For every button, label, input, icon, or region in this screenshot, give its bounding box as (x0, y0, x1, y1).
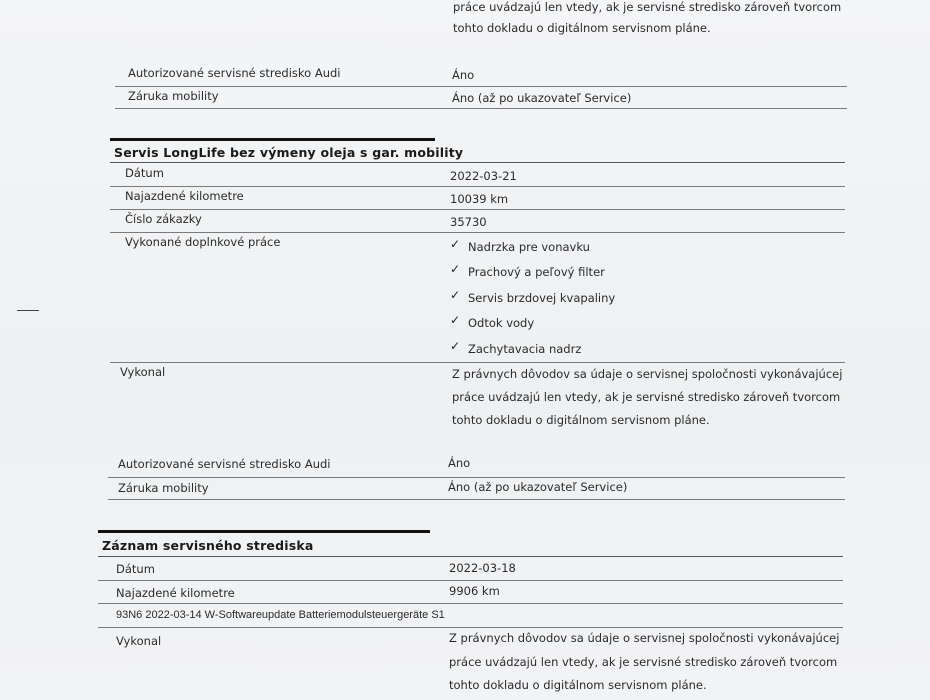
divider (110, 209, 845, 210)
row-value: 2022-03-21 (450, 169, 517, 183)
performed-label: Vykonal (120, 365, 166, 379)
row-label: Záruka mobility (128, 89, 219, 103)
row-label: Číslo zákazky (125, 212, 202, 226)
divider (108, 477, 845, 478)
checkmark-icon: ✓ (450, 339, 461, 353)
divider (110, 362, 845, 363)
row-label: Autorizované servisné stredisko Audi (118, 457, 331, 471)
section-rule (110, 138, 435, 141)
divider (115, 108, 847, 109)
checkmark-icon: ✓ (450, 237, 461, 251)
row-label: Autorizované servisné stredisko Audi (128, 66, 341, 80)
list-item: Servis brzdovej kvapaliny (468, 291, 616, 305)
note-line: práce uvádzajú len vtedy, ak je servisné stredisko zároveň tvorcom (452, 390, 841, 404)
row-label: Najazdené kilometre (116, 586, 235, 600)
note-line: práce uvádzajú len vtedy, ak je servisné stredisko zároveň tvorcom (453, 0, 842, 14)
divider (98, 580, 843, 581)
divider (98, 556, 843, 557)
divider (110, 186, 845, 187)
note-line: Z právnych dôvodov sa údaje o servisnej spoločnosti vykonávajúcej (452, 367, 843, 381)
divider (108, 499, 845, 500)
divider (98, 627, 843, 628)
section-title: Záznam servisného strediska (102, 538, 314, 553)
row-value: Áno (až po ukazovateľ Service) (452, 91, 632, 105)
row-value: Áno (448, 456, 471, 470)
performed-label: Vykonal (116, 634, 162, 648)
divider (110, 232, 845, 233)
row-value: 35730 (450, 215, 487, 229)
note-line: práce uvádzajú len vtedy, ak je servisné stredisko zároveň tvorcom (449, 655, 838, 669)
row-label: Záruka mobility (118, 481, 209, 495)
divider (98, 603, 843, 604)
note-line: tohto dokladu o digitálnom servisnom pláne. (449, 678, 707, 692)
divider (115, 86, 847, 87)
list-item: Prachový a peľový filter (468, 265, 605, 279)
software-update-line: 93N6 2022-03-14 W-Softwareupdate Batteriemodulsteuergeräte S1 (116, 609, 445, 621)
row-value: Áno (452, 68, 475, 82)
checkmark-icon: ✓ (450, 262, 461, 276)
margin-mark (17, 310, 39, 311)
note-line: tohto dokladu o digitálnom servisnom pláne. (453, 21, 711, 35)
row-value: 2022-03-18 (449, 561, 516, 575)
row-value: 9906 km (449, 584, 500, 598)
list-item: Nadrzka pre vonavku (468, 240, 590, 254)
row-value: Áno (až po ukazovateľ Service) (448, 480, 628, 494)
list-item: Odtok vody (468, 316, 535, 330)
divider (110, 162, 845, 163)
checkmark-icon: ✓ (450, 288, 461, 302)
row-label: Dátum (125, 166, 164, 180)
row-label: Dátum (116, 562, 155, 576)
section-title: Servis LongLife bez výmeny oleja s gar. mobility (114, 145, 464, 160)
note-line: Z právnych dôvodov sa údaje o servisnej spoločnosti vykonávajúcej (449, 631, 840, 645)
row-label: Vykonané doplnkové práce (125, 235, 281, 249)
checkmark-icon: ✓ (450, 313, 461, 327)
note-line: tohto dokladu o digitálnom servisnom pláne. (452, 413, 710, 427)
row-value: 10039 km (450, 192, 509, 206)
row-label: Najazdené kilometre (125, 189, 244, 203)
section-rule (98, 530, 430, 533)
list-item: Zachytavacia nadrz (468, 342, 582, 356)
